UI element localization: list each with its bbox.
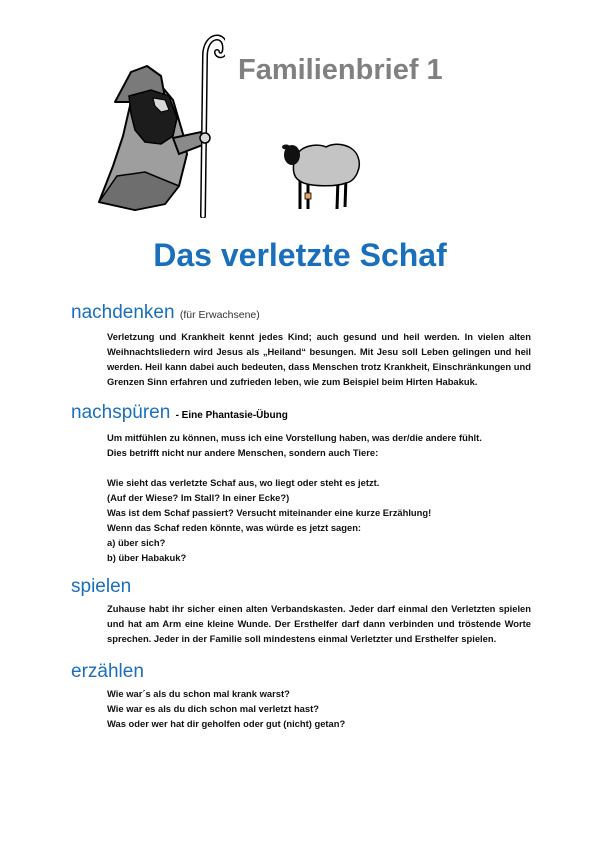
section-body: Zuhause habt ihr sicher einen alten Verbandskasten. Jeder darf einmal den Verletzten spielen und hat am Arm eine kleine Wunde. Der Ersthelfer darf dann verbinden und tröstende Worte sprechen. Jeder in der Familie soll mindestens einmal Verletzter und Ersthelfer spielen. bbox=[107, 603, 531, 644]
sheep-body bbox=[293, 144, 359, 186]
sheep-illustration bbox=[282, 137, 362, 213]
section-spielen bbox=[71, 576, 541, 646]
text-line: Was oder wer hat dir geholfen oder gut (nicht) getan? bbox=[107, 718, 346, 729]
main-title: Das verletzte Schaf bbox=[153, 237, 447, 273]
section-heading bbox=[71, 661, 541, 683]
question-line: (Auf der Wiese? Im Stall? In einer Ecke?) bbox=[107, 492, 290, 503]
section-body bbox=[107, 430, 531, 565]
section-body bbox=[107, 686, 531, 731]
question-line: Was ist dem Schaf passiert? Versucht miteinander eine kurze Erzählung! bbox=[107, 507, 432, 518]
heading-text: nachdenken bbox=[71, 302, 175, 323]
heading-subtitle: (für Erwachsene) bbox=[179, 309, 260, 321]
heading-text: erzählen bbox=[71, 661, 144, 682]
section-heading bbox=[71, 302, 541, 326]
section-heading bbox=[71, 402, 541, 427]
section-nachdenken bbox=[71, 302, 541, 389]
section-heading bbox=[71, 576, 541, 598]
question-line: a) über sich? bbox=[107, 537, 166, 548]
section-body: Verletzung und Krankheit kennt jedes Kind; auch gesund und heil werden. In vielen alten Weihnachtsliedern wird Jesus als „Heiland“ besungen. Mit Jesu soll Leben gelingen und heil werden. Heil kann dabei auch bedeuten, dass Menschen trotz Krankheit, Einschränkungen und Grenzen Sinn erfahren und zufrieden leben, wie zum Beispiel beim Hirten Habakuk. bbox=[107, 331, 531, 387]
text-line: Dies betrifft nicht nur andere Menschen, sondern auch Tiere: bbox=[107, 447, 379, 458]
text-line: Wie war es als du dich schon mal verletzt hast? bbox=[107, 703, 319, 714]
section-nachspueren bbox=[71, 402, 541, 565]
letter-title: Familienbrief 1 bbox=[238, 54, 443, 86]
text-line: Wie war´s als du schon mal krank warst? bbox=[107, 688, 290, 699]
question-line: Wie sieht das verletzte Schaf aus, wo liegt oder steht es jetzt. bbox=[107, 477, 380, 488]
heading-subtitle: - Eine Phantasie-Übung bbox=[175, 410, 288, 421]
question-line: Wenn das Schaf reden könnte, was würde es jetzt sagen: bbox=[107, 522, 362, 533]
question-line: b) über Habakuk? bbox=[107, 552, 187, 563]
text-line: Um mitfühlen zu können, muss ich eine Vorstellung haben, was der/die andere fühlt. bbox=[107, 432, 482, 443]
heading-text: nachspüren bbox=[71, 402, 171, 423]
heading-text: spielen bbox=[71, 576, 132, 597]
sheep-ear bbox=[282, 145, 290, 150]
shepherd-hand bbox=[200, 133, 210, 143]
sheep-bandage bbox=[305, 193, 311, 199]
section-erzaehlen bbox=[71, 661, 541, 731]
shepherd-illustration bbox=[95, 26, 225, 218]
